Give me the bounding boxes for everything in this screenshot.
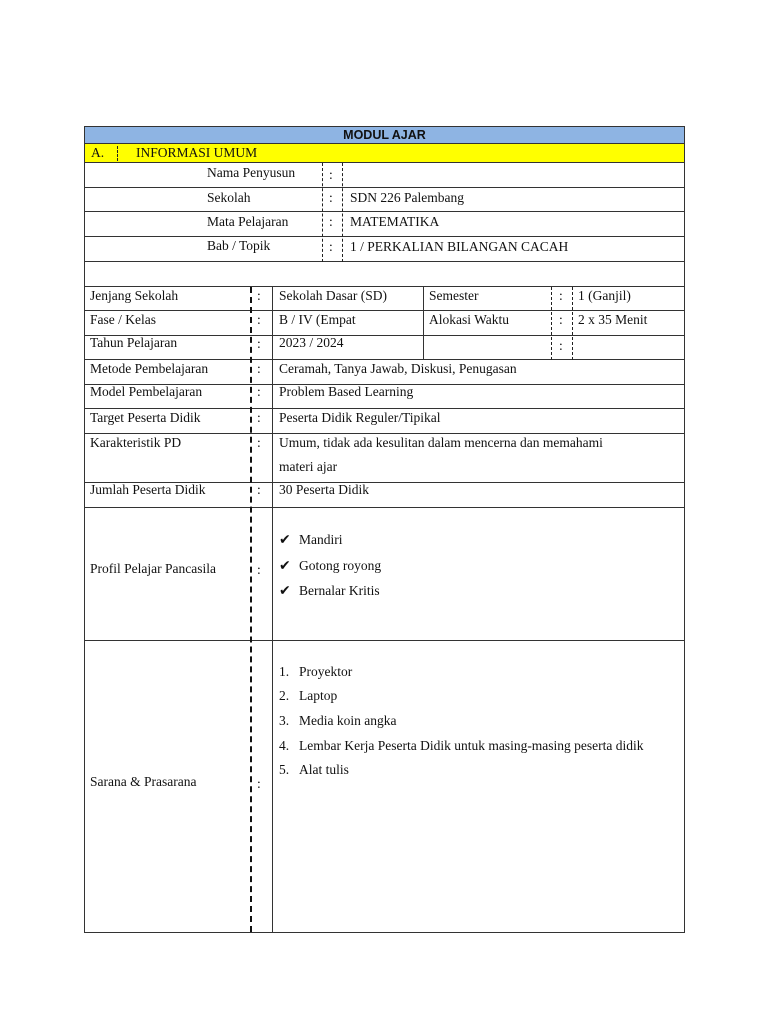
colon: : [257, 410, 261, 425]
colon: : [257, 562, 261, 577]
list-item: Laptop [299, 688, 338, 703]
profil-item: Mandiri [299, 532, 343, 547]
list-item: Alat tulis [299, 762, 349, 777]
detail-row [85, 434, 684, 483]
list-item: Lembar Kerja Peserta Didik untuk masing-masing peserta didik [299, 738, 644, 753]
field-label: Fase / Kelas [90, 312, 156, 327]
sarana-row [85, 641, 684, 932]
field-value-continued: materi ajar [279, 459, 338, 474]
check-icon: ✔ [279, 583, 291, 599]
colon: : [257, 361, 261, 376]
field-label: Profil Pelajar Pancasila [90, 561, 216, 576]
detail-row [85, 483, 684, 508]
field-value: Umum, tidak ada kesulitan dalam mencerna dan memahami [279, 435, 603, 450]
identity-value: 1 / PERKALIAN BILANGAN CACAH [350, 239, 569, 254]
grid-row [85, 287, 684, 311]
detail-row [85, 409, 684, 434]
colon: : [329, 239, 333, 254]
identity-row [85, 163, 684, 188]
list-number: 3. [279, 713, 290, 728]
field-label-2: Alokasi Waktu [429, 312, 510, 327]
document-title: MODUL AJAR [343, 128, 426, 142]
list-number: 5. [279, 762, 290, 777]
identity-label: Bab / Topik [207, 238, 271, 253]
grid-row [85, 336, 684, 360]
field-label: Jumlah Peserta Didik [90, 482, 206, 497]
field-label: Jenjang Sekolah [90, 288, 179, 303]
modul-ajar-table [84, 126, 685, 933]
list-number: 1. [279, 664, 290, 679]
field-label: Tahun Pelajaran [90, 335, 178, 350]
identity-label: Sekolah [207, 190, 251, 205]
colon: : [559, 338, 563, 353]
colon: : [257, 384, 261, 399]
field-value: Peserta Didik Reguler/Tipikal [279, 410, 441, 425]
colon: : [257, 336, 261, 351]
identity-value: SDN 226 Palembang [350, 190, 464, 205]
field-label: Karakteristik PD [90, 435, 182, 450]
identity-row [85, 188, 684, 212]
grid-row [85, 311, 684, 336]
colon: : [257, 482, 261, 497]
field-value: Sekolah Dasar (SD) [279, 288, 387, 303]
profil-item: Bernalar Kritis [299, 583, 380, 598]
colon: : [559, 288, 563, 303]
identity-label: Nama Penyusun [207, 165, 296, 180]
colon: : [257, 776, 261, 791]
colon: : [329, 190, 333, 205]
colon: : [559, 312, 563, 327]
field-value: 2023 / 2024 [279, 335, 344, 350]
check-icon: ✔ [279, 532, 291, 548]
identity-divider [322, 163, 323, 262]
field-value: Ceramah, Tanya Jawab, Diskusi, Penugasan [279, 361, 517, 376]
identity-label: Mata Pelajaran [207, 214, 289, 229]
field-label: Target Peserta Didik [90, 410, 201, 425]
detail-row [85, 385, 684, 409]
section-divider [117, 146, 118, 161]
field-value-2: 2 x 35 Menit [578, 312, 648, 327]
spacer-row [85, 262, 684, 287]
colon: : [257, 312, 261, 327]
grid-divider [551, 287, 552, 360]
grid-divider [572, 287, 573, 360]
colon: : [257, 288, 261, 303]
colon-column-line [272, 287, 273, 932]
identity-row [85, 237, 684, 262]
field-label: Sarana & Prasarana [90, 774, 197, 789]
grid-column-line [423, 287, 424, 360]
section-title: INFORMASI UMUM [136, 145, 258, 160]
section-letter: A. [91, 145, 105, 160]
label-column-divider [250, 287, 252, 932]
field-label: Metode Pembelajaran [90, 361, 209, 376]
identity-value: MATEMATIKA [350, 214, 440, 229]
field-value: B / IV (Empat [279, 312, 356, 327]
field-value: Problem Based Learning [279, 384, 414, 399]
identity-divider [342, 163, 343, 262]
title-row [85, 127, 684, 144]
profil-row [85, 508, 684, 641]
check-icon: ✔ [279, 558, 291, 574]
section-header-row [85, 144, 684, 163]
colon: : [257, 435, 261, 450]
field-value: 30 Peserta Didik [279, 482, 369, 497]
colon: : [329, 167, 333, 182]
profil-item: Gotong royong [299, 558, 382, 573]
list-number: 4. [279, 738, 290, 753]
field-value-2: 1 (Ganjil) [578, 288, 631, 303]
field-label-2: Semester [429, 288, 479, 303]
field-label: Model Pembelajaran [90, 384, 203, 399]
list-number: 2. [279, 688, 290, 703]
colon: : [329, 214, 333, 229]
identity-row [85, 212, 684, 237]
list-item: Media koin angka [299, 713, 397, 728]
list-item: Proyektor [299, 664, 353, 679]
detail-row [85, 360, 684, 385]
